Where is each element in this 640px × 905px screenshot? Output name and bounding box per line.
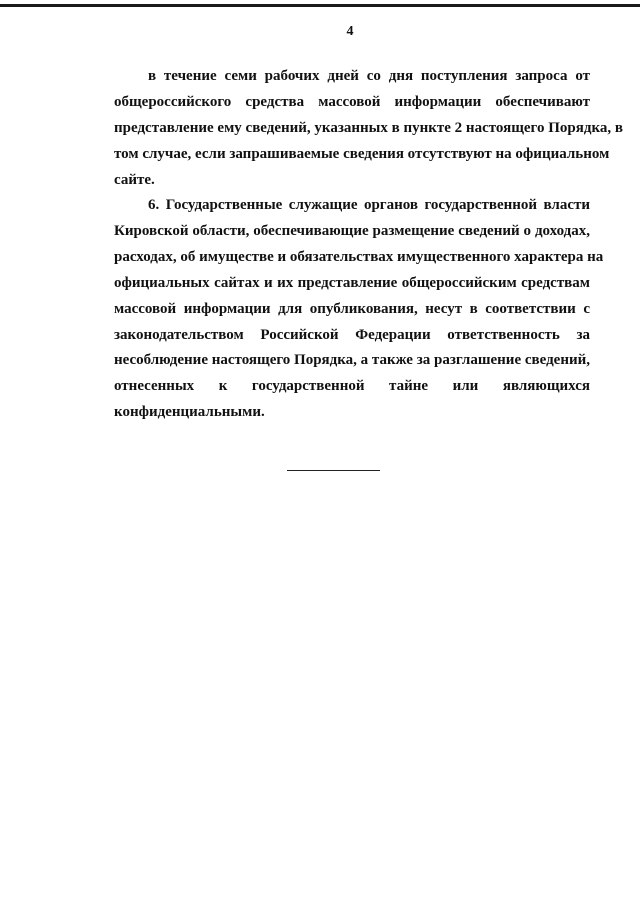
text-line: 6. Государственные служащие органов государственной власти <box>148 197 590 213</box>
text-line: конфиденциальными. <box>114 404 265 421</box>
top-border-line <box>0 4 640 7</box>
text-line: законодательством Российской Федерации ответственность за <box>114 326 590 343</box>
text-line: расходах, об имуществе и обязательствах имущественного характера на <box>114 248 604 265</box>
text-line: сайте. <box>114 171 155 188</box>
paragraph-item-6 <box>114 193 604 426</box>
text-line: том случае, если запрашиваемые сведения отсутствуют на официальном <box>114 145 610 162</box>
end-of-document-rule <box>287 470 380 471</box>
text-line: массовой информации для опубликования, несут в соответствии с <box>114 300 590 317</box>
text-line: представление ему сведений, указанных в пункте 2 настоящего Порядка, в <box>114 119 623 136</box>
text-line: несоблюдение настоящего Порядка, а также за разглашение сведений, <box>114 352 590 369</box>
text-line: общероссийского средства массовой информации обеспечивают <box>114 93 590 110</box>
page-number: 4 <box>346 24 354 39</box>
text-line: в течение семи рабочих дней со дня поступления запроса от <box>148 68 590 84</box>
text-line: Кировской области, обеспечивающие размещение сведений о доходах, <box>114 222 590 239</box>
paragraph-continuation <box>114 64 623 194</box>
text-line: официальных сайтах и их представление общероссийским средствам <box>114 274 590 291</box>
text-line: отнесенных к государственной тайне или являющихся <box>114 378 590 395</box>
